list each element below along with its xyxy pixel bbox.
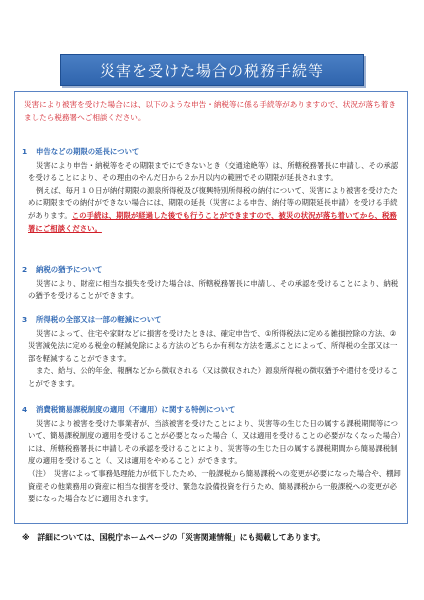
section-1-emphasis: この手続は、期限が経過した後でも行うことができますので、被災の状況が落ち着いてから、税務署にご相談ください。 xyxy=(28,210,397,233)
footer-note: ※ 詳細については、国税庁ホームページの「災害関連情報」にも掲載してあります。 xyxy=(22,533,325,542)
section-2-paragraph: 災害により、財産に相当な損失を受けた場合は、所轄税務署長に申請し、その承認を受けることにより、納税の猶予を受けることができます。 xyxy=(28,278,399,301)
section-3 xyxy=(22,314,402,391)
section-1-paragraph: 災害により申告・納税等をその期限までにできないとき（交通途絶等）は、所轄税務署長に申請し、その承認を受けることにより、その理由のやんだ日から２か月以内の範囲でその期限が延長されます。 xyxy=(28,160,399,183)
section-4-heading: 4 消費税簡易課税制度の適用（不適用）に関する特例について xyxy=(22,405,236,414)
intro-text: 災害により被害を受けた場合には、以下のような申告・納税等に係る手続等がありますので、状況が落ち着きましたら税務署へご相談ください。 xyxy=(24,100,396,122)
title-banner xyxy=(60,54,364,86)
section-4-note: （注） 災害によって事務処理能力が低下したため、一般課税から簡易課税への変更が必要になった場合や、棚卸資産その他業務用の資産に相当な損害を受け、緊急な設備投資を行うため、簡易課税から一般課税への変更が必要になった場合などに適用されます。 xyxy=(28,468,401,504)
section-1 xyxy=(22,146,402,235)
page-title: 災害を受けた場合の税務手続等 xyxy=(99,61,324,80)
section-4 xyxy=(22,404,402,506)
section-1-heading: 1 申告などの期限の延長について xyxy=(22,147,140,156)
section-2 xyxy=(22,264,402,303)
section-3-heading: 3 所得税の全部又は一部の軽減について xyxy=(22,315,162,324)
section-3-paragraph-2: また、給与、公的年金、報酬などから徴収される（又は徴収された）源泉所得税の徴収猶予や還付を受けることができます。 xyxy=(28,366,399,388)
section-3-paragraph: 災害によって、住宅や家財などに損害を受けたときは、確定申告で、①所得税法に定める雑損控除の方法、②災害減免法に定める税金の軽減免除による方法のどちらか有利な方法を選ぶことによって、所得税の全部又は一部を軽減することができます。 xyxy=(28,328,398,363)
section-4-paragraph: 災害により被害を受けた事業者が、当該被害を受けたことにより、災害等の生じた日の属する課税期間等について、簡易課税制度の適用を受けることが必要となった場合（、又は適用を受けることの必要がなくなった場合）には、所轄税務署長に申請しその承認を受けることにより、災害等の生じた日の属する課税期間から簡易課税制度の適用を受けること（、又は適用をやめること）ができます。 xyxy=(28,418,402,466)
section-2-heading: 2 納税の猶予について xyxy=(22,265,103,274)
section-1-example: 例えば、毎月１０日が納付期限の源泉所得税及び復興特別所得税の納付について、災害により被害を受けたために期限までの納付ができない場合には、期限の延長（災害による申告、納付等の期限延長申請）を受ける手続があります。この手続は、期限が経過した後でも行うことができますので、被災の状況が落ち着いてから、税務署にご相談ください。 xyxy=(28,185,398,233)
